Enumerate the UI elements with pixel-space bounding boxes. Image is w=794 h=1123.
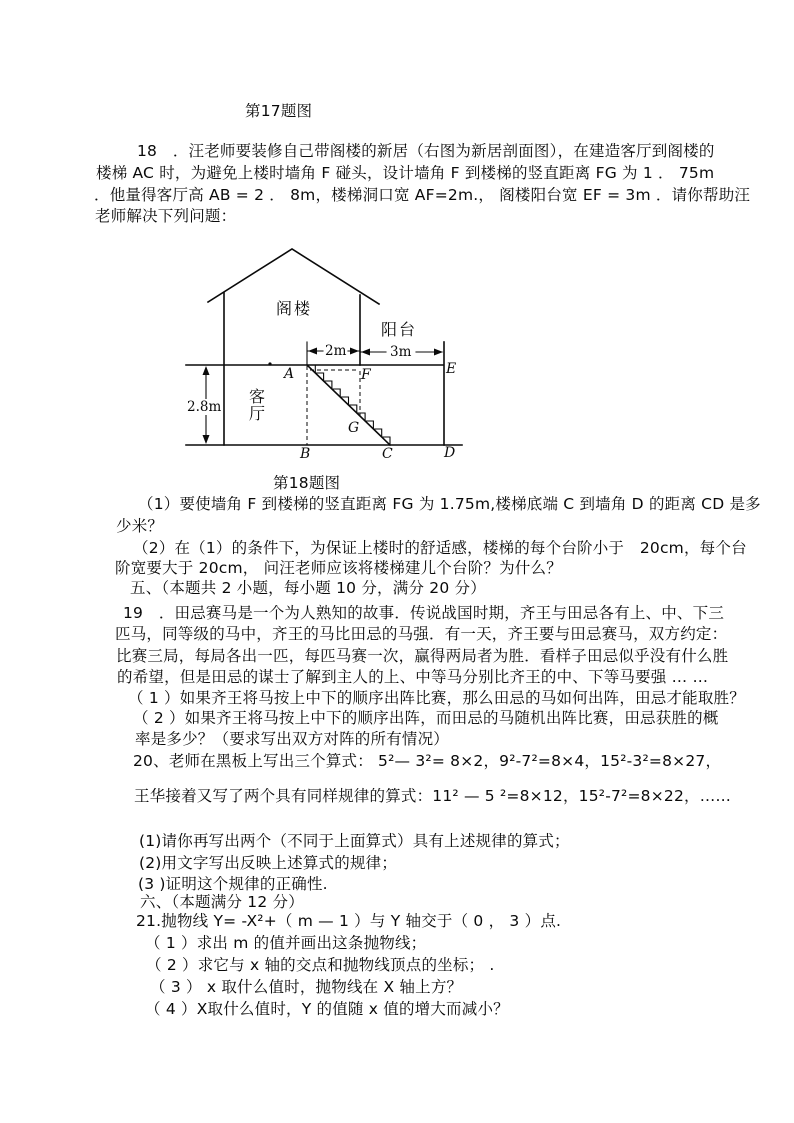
text-line: (2)用文字写出反映上述算式的规律； [139,854,398,872]
text-line: 比赛三局，每局各出一匹，每匹马赛一次，赢得两局者为胜．看样子田忌似乎没有什么胜 [116,647,729,665]
text-line: 的希望，但是田忌的谋士了解到主人的上、中等马分别比齐王的中、下等马要强 … … [117,668,709,686]
text-line: 阶宽要大于 20cm， 问汪老师应该将楼梯建儿个台阶？为什么？ [115,559,562,577]
figure-18-caption: 第18题图 [273,474,341,492]
section-heading: 五、（本题共 2 小题，每小题 10 分，满分 20 分） [130,579,486,597]
text-line: 少米？ [116,517,164,535]
text-line: 19 ．田忌赛马是一个为人熟知的故事．传说战国时期，齐王与田忌各有上、中、下三 [123,604,725,622]
text-line: （ 4 ）X取什么值时，Y 的值随 x 值的增大而减小？ [145,1000,509,1018]
text-line: 21.抛物线 Y= -X²+（ m — 1 ）与 Y 轴交于（ 0 ， 3 ）点. [136,912,562,930]
text-line: （ 2 ）求它与 x 轴的交点和抛物线顶点的坐标； . [146,956,495,974]
point-label-f: F [361,367,371,383]
text-line: （1）要使墙角 F 到楼梯的竖直距离 FG 为 1.75m,楼梯底端 C 到墙角 D 的距离 CD 是多 [138,495,761,513]
text-line: ．他量得客厅高 AB = 2 ． 8m，楼梯洞口宽 AF=2m.， 阁楼阳台宽 EF = 3m ．请你帮助汪 [94,186,751,204]
point-label-c: C [382,446,393,462]
point-label-b: B [300,446,311,462]
text-line: (1)请你再写出两个（不同于上面算式）具有上述规律的算式； [139,832,570,850]
text-line: （ 1 ）如果齐王将马按上中下的顺序出阵比赛，那么田忌的马如何出阵，田忌才能取胜？ [128,689,745,707]
arrowhead-left-3m [361,349,370,356]
text-line: 18 ．汪老师要装修自己带阁楼的新居（右图为新居剖面图），在建造客厅到阁楼的 [137,142,715,160]
point-label-a: A [284,366,295,382]
text-line: 20、老师在黑板上写出三个算式： 5²— 3²= 8×2，9²-7²=8×4，15²-3²=8×27， [133,752,722,770]
arrowhead-left-2m [308,348,317,355]
text-line: （2）在（1）的条件下，为保证上楼时的舒适感，楼梯的每个台阶小于 20cm，每个台 [133,539,747,557]
text-line: (3 )证明这个规律的正确性. [138,875,328,893]
text-line: （ 3 ） x 取什么值时，抛物线在 X 轴上方？ [150,978,463,996]
text-line: 楼梯 AC 时，为避免上楼时墙角 F 碰头，设计墙角 F 到楼梯的竖直距离 FG 为 1 ． 75m [96,164,715,182]
text-line: （ 2 ）如果齐王将马按上中下的顺序出阵，而田忌的马随机出阵比赛，田忌获胜的概 [133,709,719,727]
dim-label-3m: 3m [390,344,412,360]
section-heading: 六、（本题满分 12 分） [140,893,304,911]
text-line: （ 1 ）求出 m 的值并画出这条抛物线； [145,934,427,952]
arrowhead-right-2m [350,348,359,355]
floor-dot-marker [268,362,271,365]
dim-label-2m: 2m [325,343,347,359]
attic-label: 阁楼 [276,299,313,318]
text-line: 王华接着又写了两个具有同样规律的算式：11² — 5 ²=8×12，15²-7²=8×22，…… [134,787,732,805]
house-cross-section-figure [180,233,480,469]
point-label-d: D [444,445,456,461]
arrowhead-up [203,366,210,375]
balcony-label: 阳台 [381,320,418,339]
point-label-g: G [348,420,360,436]
text-line: 匹马，同等级的马中，齐王的马比田忌的马强．有一天，齐王要与田忌赛马，双方约定： [115,625,728,643]
arrowhead-right-3m [434,349,443,356]
arrowhead-down [203,435,210,444]
dim-label-2-8m: 2.8m [187,399,222,415]
point-label-e: E [446,361,457,377]
text-line: 率是多少？（要求写出双方对阵的所有情况） [135,730,450,748]
figure-17-caption: 第17题图 [245,102,313,120]
living-room-label: 客厅 [249,387,266,423]
text-line: 老师解决下列问题： [95,207,237,225]
